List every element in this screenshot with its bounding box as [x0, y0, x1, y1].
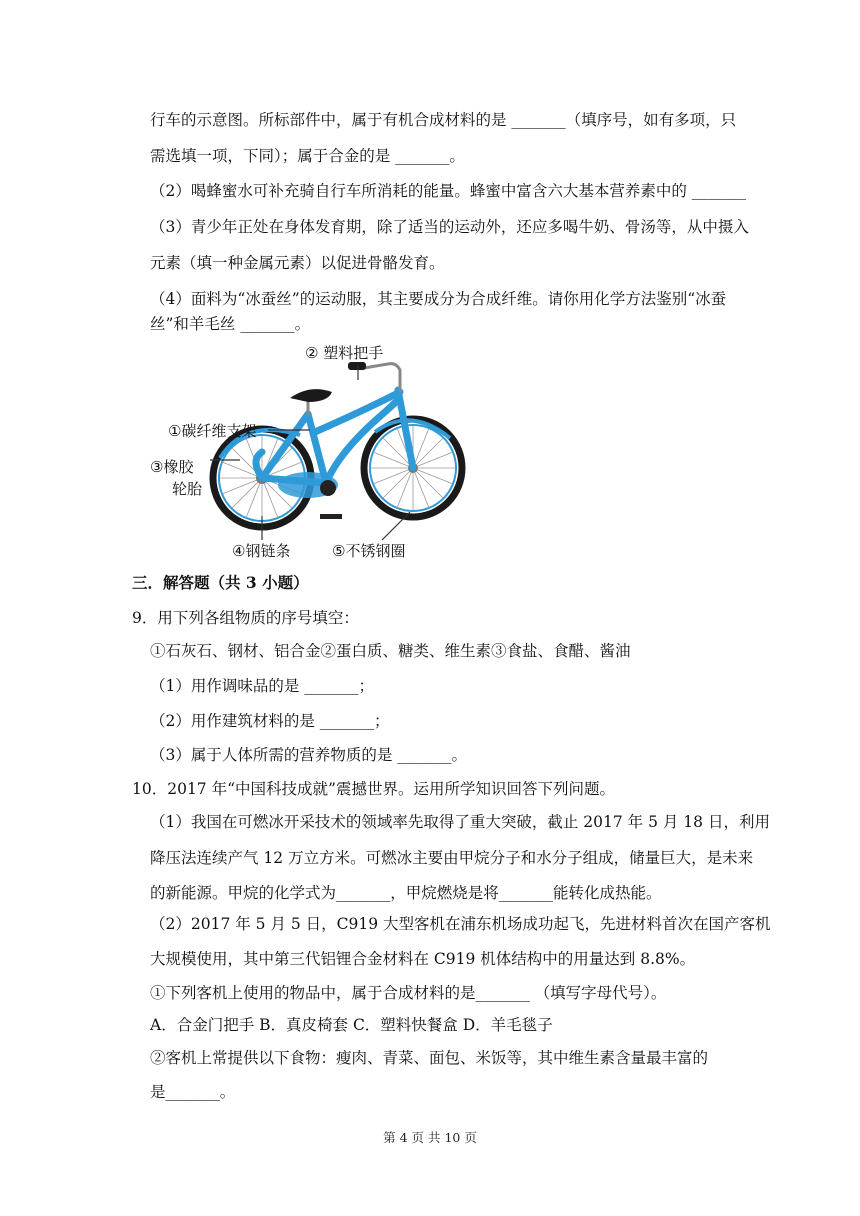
text-line: 丝”和羊毛丝 _______。: [150, 315, 311, 333]
bicycle-frame: [256, 390, 413, 483]
label-steel-chain: ④钢链条: [232, 542, 291, 560]
label-rubber-tire-2: 轮胎: [172, 480, 203, 498]
pedal: [320, 514, 342, 519]
text-line: 的新能源。甲烷的化学式为_______，甲烷燃烧是将_______能转化成热能。: [150, 884, 662, 902]
text-line: （3）属于人体所需的营养物质的是 _______。: [150, 746, 468, 764]
text-line: 需选填一项，下同）；属于合金的是 _______。: [150, 147, 465, 165]
text-line: 元素（填一种金属元素）以促进骨骼发育。: [150, 254, 445, 272]
text-line: （4）面料为“冰蚕丝”的运动服，其主要成分为合成纤维。请你用化学方法鉴别“冰蚕: [150, 290, 727, 308]
crank: [320, 480, 336, 496]
text-line: 行车的示意图。所标部件中，属于有机合成材料的是 _______（填序号，如有多项，只: [150, 111, 737, 129]
text-line: （2）喝蜂蜜水可补充骑自行车所消耗的能量。蜂蜜中富含六大基本营养素中的 _______: [150, 182, 747, 200]
answer-options: A．合金门把手 B．真皮椅套 C．塑料快餐盒 D．羊毛毯子: [150, 1016, 553, 1034]
label-carbon-frame: ①碳纤维支架: [168, 422, 257, 440]
question-10-title: 10．2017 年“中国科技成就”震撼世界。运用所学知识回答下列问题。: [132, 780, 615, 798]
handlebar-stem: [364, 364, 400, 392]
text-line: （2）2017 年 5 月 5 日，C919 大型客机在浦东机场成功起飞，先进材料首次在国产客机: [150, 915, 771, 933]
label-rubber-tire-1: ③橡胶: [150, 458, 194, 476]
question-9-title: 9．用下列各组物质的序号填空：: [132, 609, 359, 627]
text-line: （3）青少年正处在身体发育期，除了适当的运动外，还应多喝牛奶、骨汤等，从中摄入: [150, 218, 749, 236]
text-line: ②客机上常提供以下食物：瘦肉、青菜、面包、米饭等，其中维生素含量最丰富的: [150, 1049, 709, 1067]
saddle: [290, 389, 332, 402]
section-heading: 三．解答题（共 3 小题）: [132, 573, 309, 592]
bicycle-illustration: [150, 340, 480, 565]
text-line: ①下列客机上使用的物品中，属于合成材料的是_______ （填写字母代号）。: [150, 984, 667, 1002]
handle-grip: [348, 362, 366, 370]
text-line: （2）用作建筑材料的是 _______；: [150, 712, 390, 730]
page-footer: 第 4 页 共 10 页: [383, 1130, 477, 1145]
text-line: 降压法连续产气 12 万立方米。可燃冰主要由甲烷分子和水分子组成，储量巨大，是未来: [150, 849, 754, 867]
text-line: 大规模使用，其中第三代铝锂合金材料在 C919 机体结构中的用量达到 8.8%。: [150, 950, 696, 968]
text-line: （1）用作调味品的是 _______；: [150, 677, 375, 695]
text-line: 是_______。: [150, 1083, 236, 1101]
label-stainless-rim: ⑤不锈钢圈: [332, 542, 406, 560]
text-line: ①石灰石、钢材、铝合金②蛋白质、糖类、维生素③食盐、食醋、酱油: [150, 642, 631, 660]
bicycle-figure: [150, 340, 480, 565]
text-line: （1）我国在可燃冰开采技术的领域率先取得了重大突破，截止 2017 年 5 月 18 日，利用: [150, 813, 770, 831]
label-plastic-handle: ② 塑料把手: [305, 344, 384, 362]
